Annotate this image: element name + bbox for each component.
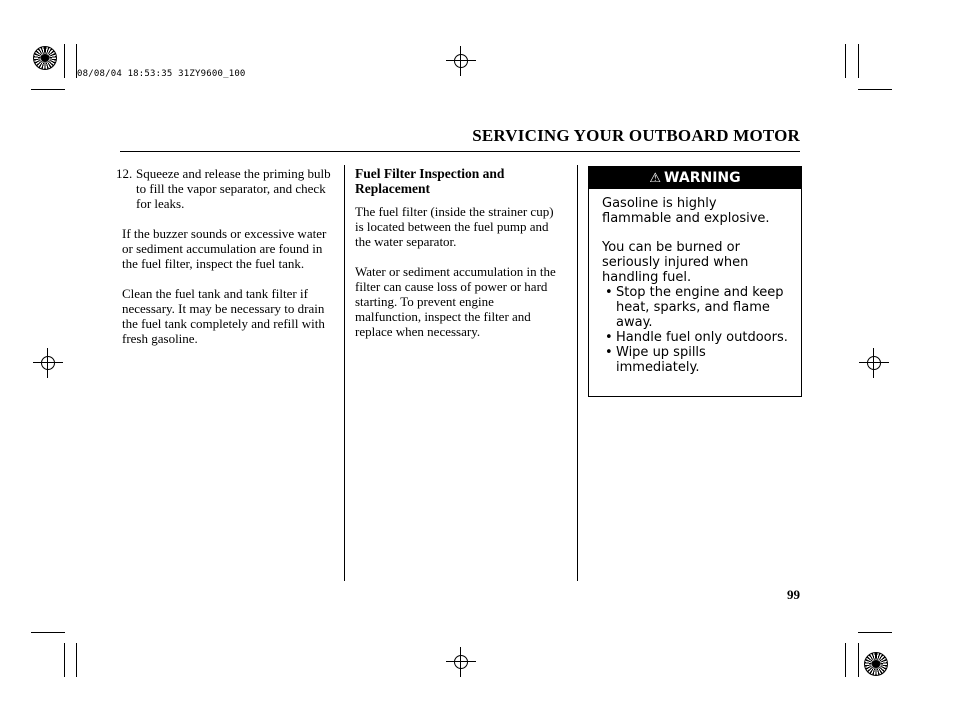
left-column — [116, 166, 338, 361]
step-number: 12. — [116, 166, 133, 181]
registration-crosshair-left — [33, 348, 63, 378]
crop-line — [64, 44, 65, 78]
registration-star-mark-bottom-right — [864, 652, 888, 676]
registration-crosshair-bottom — [446, 647, 476, 677]
paragraph: If the buzzer sounds or excessive water or sediment accumulation are found in the fuel filter, inspect the fuel tank. — [122, 226, 327, 271]
crop-line — [31, 632, 65, 633]
warning-box — [588, 166, 802, 397]
warning-bullet: • Stop the engine and keep heat, sparks, and flame away. — [602, 285, 789, 330]
crop-line — [845, 643, 846, 677]
warning-label: WARNING — [664, 170, 741, 186]
registration-crosshair-right — [859, 348, 889, 378]
column-divider — [577, 165, 578, 581]
crop-line — [64, 643, 65, 677]
warning-text: Gasoline is highly flammable and explosive. — [602, 196, 770, 226]
warning-triangle-icon: ⚠ — [649, 170, 662, 186]
crop-line — [858, 632, 892, 633]
crop-line — [845, 44, 846, 78]
step-item — [116, 166, 338, 211]
paragraph: Clean the fuel tank and tank filter if necessary. It may be necessary to drain the fuel tank completely and refill with fresh gasoline. — [122, 286, 325, 346]
warning-bullet-list — [602, 285, 789, 375]
crop-line — [76, 643, 77, 677]
header-rule — [120, 151, 800, 152]
step-text: Squeeze and release the priming bulb to fill the vapor separator, and check for leaks. — [136, 166, 331, 211]
crop-line — [858, 643, 859, 677]
warning-bullet: • Handle fuel only outdoors. — [602, 330, 789, 345]
registration-crosshair-top — [446, 46, 476, 76]
crop-line — [858, 89, 892, 90]
crop-line — [31, 89, 65, 90]
crop-line — [858, 44, 859, 78]
section-heading: Fuel Filter Inspection and Replacement — [355, 166, 505, 196]
registration-star-mark-top-left — [33, 46, 57, 70]
paragraph: The fuel filter (inside the strainer cup) is located between the fuel pump and the water separator. — [355, 204, 554, 249]
warning-bullet: • Wipe up spills immediately. — [602, 345, 789, 375]
warning-text: You can be burned or seriously injured when handling fuel. — [602, 240, 749, 285]
page-number: 99 — [787, 587, 800, 602]
warning-header — [589, 167, 801, 189]
middle-column — [355, 166, 561, 354]
print-stamp: 08/08/04 18:53:35 31ZY9600_100 — [77, 69, 246, 79]
paragraph: Water or sediment accumulation in the filter can cause loss of power or hard starting. To prevent engine malfunction, inspect the filter and replace when necessary. — [355, 264, 556, 339]
page-title: SERVICING YOUR OUTBOARD MOTOR — [472, 126, 800, 145]
column-divider — [344, 165, 345, 581]
warning-body — [589, 189, 801, 375]
